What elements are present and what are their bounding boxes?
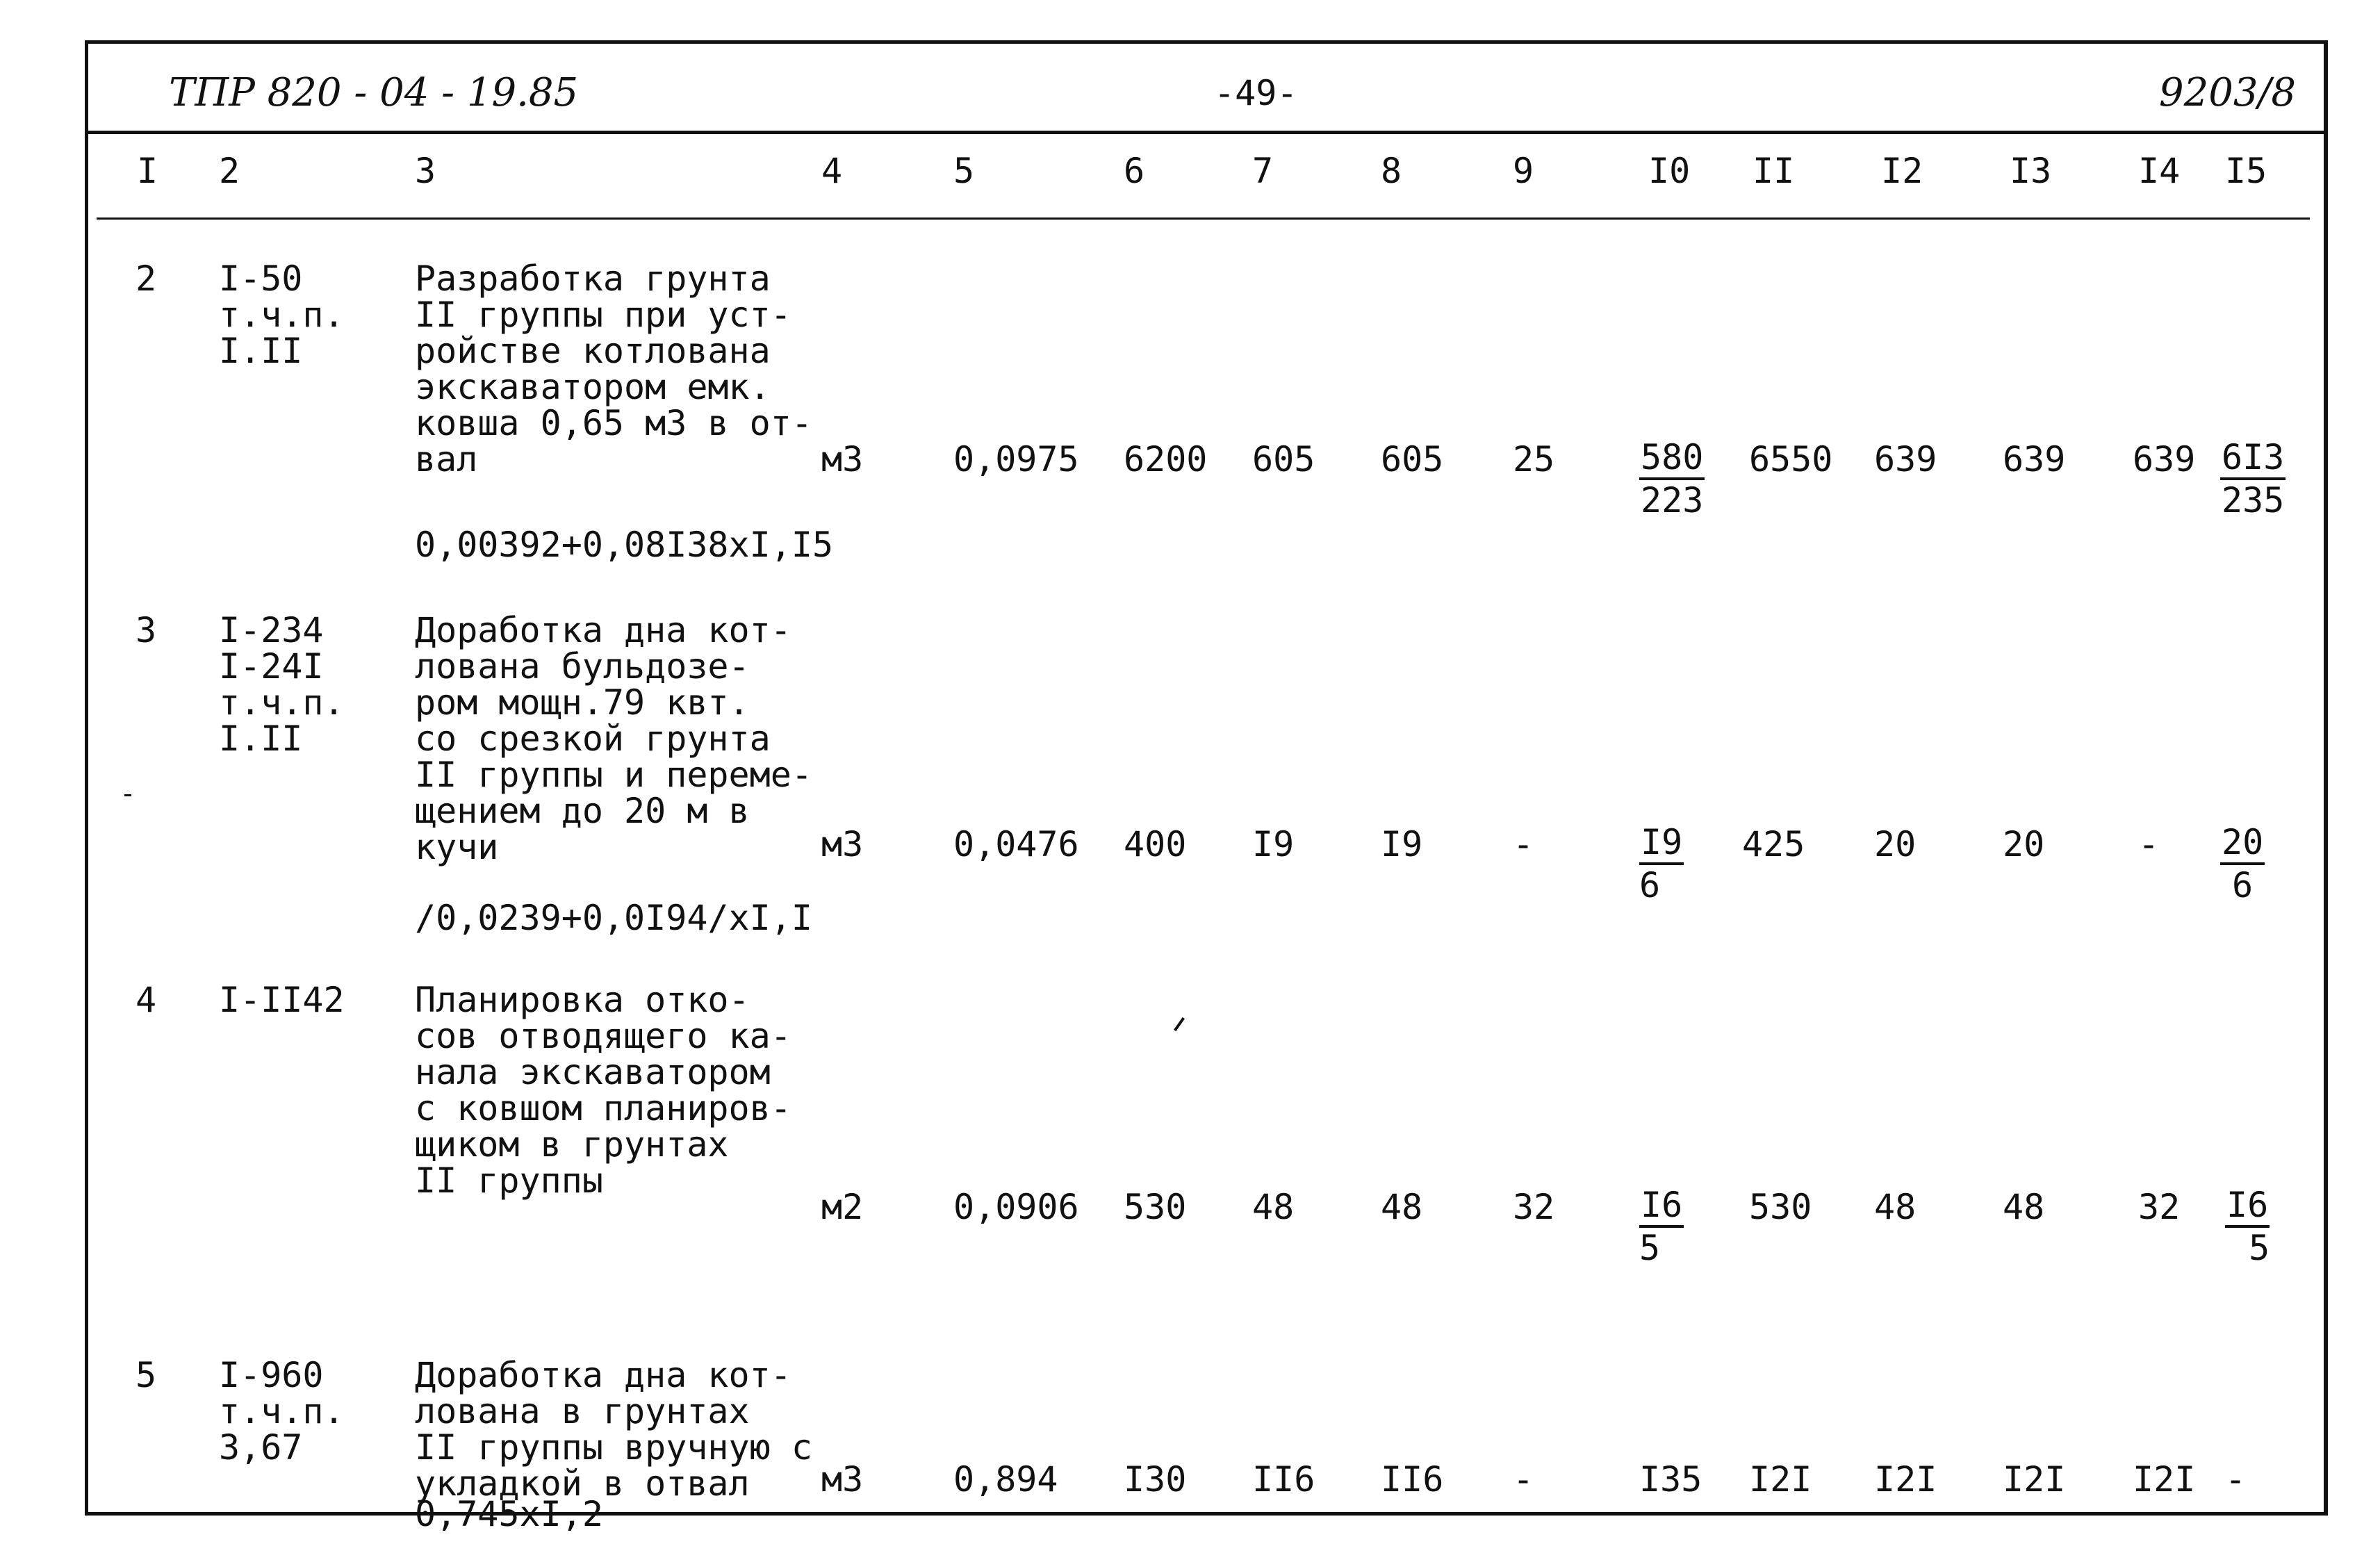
fraction-c15 (2220, 437, 2285, 520)
volume-formula: 0,745xI,2 (415, 1494, 603, 1534)
row-number: 2 (136, 258, 157, 299)
fraction-denominator: 6 (1639, 865, 1661, 905)
cell-c12: 639 (1874, 439, 1937, 479)
fraction-numerator: 20 (2220, 822, 2265, 865)
header-divider (88, 131, 2324, 134)
col-header-6: 6 (1124, 151, 1145, 191)
cell-c12: I2I (1874, 1459, 1937, 1500)
cell-c11: 530 (1749, 1187, 1812, 1227)
cell-c14: 639 (2133, 439, 2196, 479)
scan-speck (1174, 1017, 1185, 1031)
cell-c7: 605 (1252, 439, 1315, 479)
cell-c11: I2I (1749, 1459, 1812, 1500)
cell-c13: 20 (2003, 824, 2045, 864)
col-header-5: 5 (953, 151, 975, 191)
col-header-10: I0 (1648, 151, 1691, 191)
fraction-c10 (1639, 1185, 1684, 1268)
col-header-2: 2 (219, 151, 240, 191)
cell-c6: 400 (1124, 824, 1187, 864)
column-header-divider (97, 217, 2310, 220)
unit: м2 (821, 1187, 864, 1227)
fraction-denominator: 5 (1639, 1228, 1661, 1268)
col-header-14: I4 (2138, 151, 2181, 191)
col-header-11: II (1753, 151, 1795, 191)
row-number: 3 (136, 610, 157, 650)
cell-c8: 48 (1381, 1187, 1423, 1227)
page-number: -49- (1214, 73, 1298, 113)
sheet-ref: 9203/8 (2159, 70, 2297, 115)
col-header-8: 8 (1381, 151, 1402, 191)
norm-code: I-234 I-24I т.ч.п. I.II (219, 610, 345, 759)
cell-c14: - (2138, 824, 2160, 864)
cell-c5: 0,0476 (953, 824, 1079, 864)
cell-c12: 20 (1874, 824, 1917, 864)
cell-c6: 6200 (1124, 439, 1208, 479)
doc-code: ТПР 820 - 04 - 19.85 (169, 70, 579, 115)
col-header-3: 3 (415, 151, 436, 191)
cell-c8: I9 (1381, 824, 1423, 864)
cell-c9: - (1513, 824, 1534, 864)
cell-c15: - (2225, 1459, 2247, 1500)
cell-c13: I2I (2003, 1459, 2066, 1500)
cell-c11: 425 (1742, 824, 1805, 864)
volume-formula: /0,0239+0,0I94/xI,I (415, 898, 812, 938)
cell-c5: 0,0975 (953, 439, 1079, 479)
fraction-c15 (2220, 822, 2265, 905)
cell-c12: 48 (1874, 1187, 1917, 1227)
unit: м3 (821, 824, 864, 864)
cell-c9: 25 (1513, 439, 1555, 479)
work-description: Разработка грунта II группы при уст- ройстве котлована экскаватором емк. ковша 0,65 м3 в от- вал (415, 258, 812, 479)
col-header-7: 7 (1252, 151, 1274, 191)
fraction-c10 (1639, 822, 1684, 905)
col-header-13: I3 (2010, 151, 2052, 191)
fraction-numerator: 6I3 (2220, 437, 2285, 480)
norm-code: I-II42 (219, 980, 345, 1020)
document-sheet (85, 40, 2328, 1534)
norm-code: I-50 т.ч.п. I.II (219, 258, 345, 371)
cell-c8: 605 (1381, 439, 1444, 479)
col-header-9: 9 (1513, 151, 1534, 191)
unit: м3 (821, 1459, 864, 1500)
fraction-numerator: I6 (2225, 1185, 2270, 1228)
cell-c13: 639 (2003, 439, 2066, 479)
col-header-4: 4 (821, 151, 843, 191)
cell-c9: 32 (1513, 1187, 1555, 1227)
col-header-15: I5 (2225, 151, 2267, 191)
volume-formula: 0,00392+0,08I38xI,I5 (415, 525, 834, 565)
cell-c7: I9 (1252, 824, 1295, 864)
fraction-denominator: 235 (2222, 480, 2285, 520)
work-description: Планировка отко- сов отводящего ка- нала экскаватором с ковшом планиров- щиком в грунтах II группы (415, 980, 791, 1201)
fraction-numerator: I6 (1639, 1185, 1684, 1228)
work-description: Доработка дна кот- лована в грунтах II группы вручную с укладкой в отвал (415, 1355, 812, 1504)
col-header-1: I (137, 151, 158, 191)
col-header-12: I2 (1881, 151, 1923, 191)
norm-code: I-960 т.ч.п. 3,67 (219, 1355, 345, 1468)
cell-c10: I35 (1639, 1459, 1702, 1500)
row-number: 4 (136, 980, 157, 1020)
cell-c7: II6 (1252, 1459, 1315, 1500)
work-description: Доработка дна кот- лована бульдозе- ром мощн.79 квт. со срезкой грунта II группы и переме- щением до 20 м в кучи (415, 610, 812, 867)
unit: м3 (821, 439, 864, 479)
cell-c8: II6 (1381, 1459, 1444, 1500)
cell-c5: 0,0906 (953, 1187, 1079, 1227)
cell-c14: I2I (2133, 1459, 2196, 1500)
cell-c9: - (1513, 1459, 1534, 1500)
fraction-denominator: 5 (2249, 1228, 2270, 1268)
fraction-denominator: 223 (1641, 480, 1704, 520)
fraction-c10 (1639, 437, 1705, 520)
fraction-c15 (2225, 1185, 2270, 1268)
cell-c13: 48 (2003, 1187, 2045, 1227)
fraction-numerator: 580 (1639, 437, 1705, 480)
row-number: 5 (136, 1355, 157, 1395)
cell-c6: I30 (1124, 1459, 1187, 1500)
fraction-numerator: I9 (1639, 822, 1684, 865)
scan-speck (124, 794, 131, 796)
cell-c14: 32 (2138, 1187, 2181, 1227)
cell-c11: 6550 (1749, 439, 1833, 479)
cell-c7: 48 (1252, 1187, 1295, 1227)
fraction-denominator: 6 (2232, 865, 2254, 905)
cell-c5: 0,894 (953, 1459, 1058, 1500)
cell-c6: 530 (1124, 1187, 1187, 1227)
